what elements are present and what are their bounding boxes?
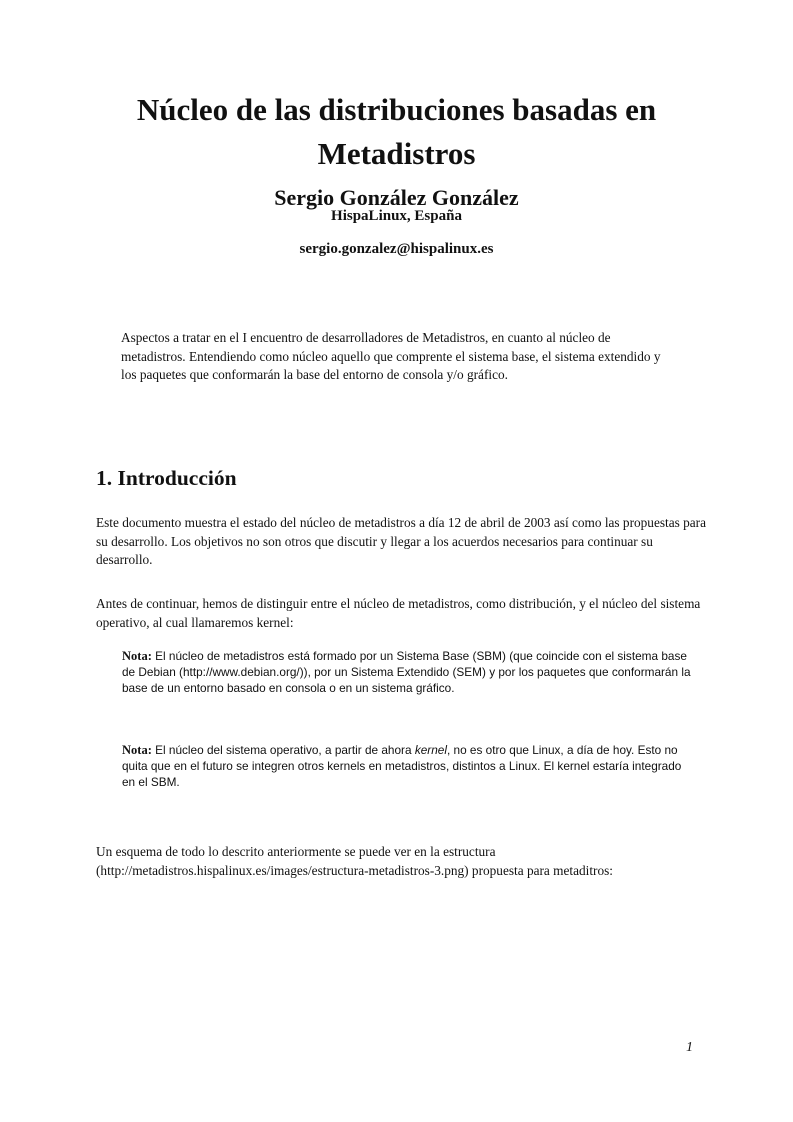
page-number: 1 [686, 1040, 693, 1055]
document-title: Núcleo de las distribuciones basadas en Metadistros [136, 92, 657, 171]
note-label: Nota: [122, 649, 152, 663]
author-name: Sergio González González [274, 185, 519, 210]
author-email: sergio.gonzalez@hispalinux.es [299, 241, 494, 257]
intro-paragraph-2: Antes de continuar, hemos de distinguir entre el núcleo de metadistros, como distribución, y el núcleo del sistema operativo, al cual llamaremos kernel: [96, 596, 701, 630]
note-text: El núcleo de metadistros está formado por un Sistema Base (SBM) (que coincide con el sistema base de Debian (http://www.debian.org/)), por un Sistema Extendido (SEM) y por los paquetes que conformarán la base de un entorno basado en consola o en un sistema gráfico. [122, 649, 691, 696]
note-kernel-emphasis: kernel [414, 743, 447, 757]
intro-paragraph-1: Este documento muestra el estado del núcleo de metadistros a día 12 de abril de 2003 así como las propuestas para su desarrollo. Los objetivos no son otros que discutir y llegar a los acuerdos necesarios para continuar su desarrollo. [96, 515, 706, 567]
note-label: Nota: [122, 743, 152, 757]
section-heading-introduccion: 1. Introducción [96, 466, 237, 490]
intro-paragraph-3: Un esquema de todo lo descrito anteriormente se puede ver en la estructura (http://metadistros.hispalinux.es/images/estructura-metadistros-3.png) propuesta para metaditros: [96, 844, 613, 878]
author-affiliation: HispaLinux, España [331, 208, 462, 224]
abstract: Aspectos a tratar en el I encuentro de desarrolladores de Metadistros, en cuanto al núcleo de metadistros. Entendiendo como núcleo aquello que comprente el sistema base, el sistema extendido y los paquetes que conformarán la base del entorno de consola y/o gráfico. [121, 330, 661, 382]
note-sistema-base [122, 648, 697, 697]
note-text-after: , no es otro que Linux, a día de hoy. Esto no quita que en el futuro se integren otros kernels en metadistros, distintos a Linux. El kernel estaría integrado en el SBM. [122, 743, 682, 790]
note-kernel [122, 742, 697, 791]
note-text-before: El núcleo del sistema operativo, a partir de ahora [155, 743, 412, 757]
